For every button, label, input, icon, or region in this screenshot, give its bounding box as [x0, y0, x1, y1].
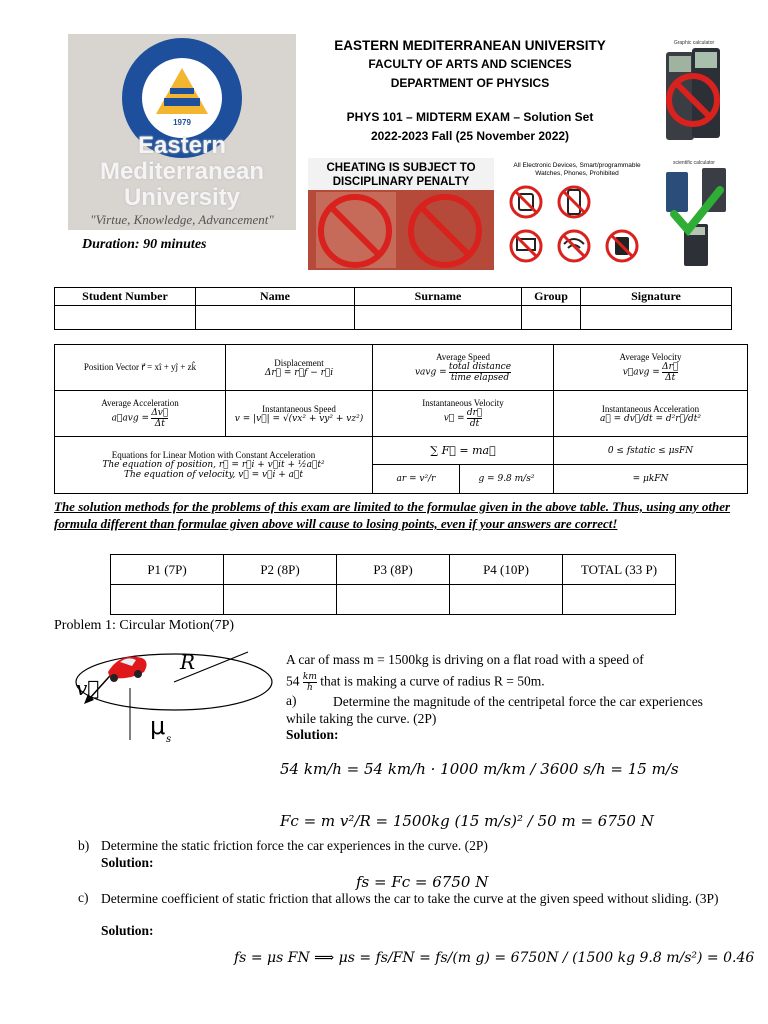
header-surname: Surname: [355, 288, 522, 306]
part-c-equation: fs = μs FN ⟹ μs = fs/FN = fs/(m g) = 6750N / (1500 kg 9.8 m/s²) = 0.46: [234, 950, 755, 966]
formula-constant-acceleration: Equations for Linear Motion with Constant Acceleration The equation of position, r⃗ = r⃗i + v⃗it + ½a⃗t² The equation of velocity, v⃗ = v⃗i + a⃗t: [55, 437, 373, 494]
score-p1-field[interactable]: [111, 585, 224, 615]
formula-displacement: Displacement Δr⃗ = r⃗f − r⃗i: [226, 345, 373, 391]
electronics-prohibited-panel: [502, 158, 652, 270]
part-a-label: a): [286, 693, 297, 708]
graphic-calculator-prohibited-icon: [662, 48, 724, 142]
header-name: Name: [196, 288, 355, 306]
score-header-p3: P3 (8P): [337, 555, 450, 585]
exam-title: PHYS 101 – MIDTERM EXAM – Solution Set: [346, 110, 594, 124]
electronics-notice: All Electronic Devices, Smart/programmable Watches, Phones, Prohibited: [513, 162, 641, 177]
formula-average-acceleration: Average Acceleration a⃗avg = $\frac{\Delta v⃗}{\Delta t}$: [55, 391, 226, 437]
group-field[interactable]: [522, 306, 581, 330]
no-watch-icon: [511, 187, 541, 217]
no-phone-small-icon: [559, 187, 589, 217]
formula-gravity: g = 9.8 m/s²: [478, 474, 535, 484]
figure-velocity-label: v⃗: [76, 676, 100, 700]
part-a-solution-label: Solution:: [286, 727, 339, 742]
no-device-icon: [607, 231, 637, 261]
score-header-p1: P1 (7P): [111, 555, 224, 585]
logo-line-2: Mediterranean: [99, 158, 265, 185]
exam-term: 2022-2023 Fall (25 November 2022): [370, 129, 570, 143]
formula-instantaneous-velocity: Instantaneous Velocity v⃗ = $\frac{dr⃗}{dt}$: [373, 391, 554, 437]
faculty-name: FACULTY OF ARTS AND SCIENCES: [368, 57, 572, 71]
name-field[interactable]: [196, 306, 355, 330]
figure-mu-label: μ: [150, 712, 166, 740]
score-p3-field[interactable]: [337, 585, 450, 615]
surname-field[interactable]: [355, 306, 522, 330]
header-group: Group: [522, 288, 581, 306]
department-name: DEPARTMENT OF PHYSICS: [390, 76, 550, 90]
part-a-equation-centripetal-force: Fc = m v²/R = 1500kg (15 m/s)² / 50 m = 6750 N: [280, 812, 654, 830]
exam-duration: Duration: 90 minutes: [82, 237, 207, 252]
part-b-equation: fs = Fc = 6750 N: [356, 873, 489, 891]
graphic-calculator-label: Graphic calculator: [673, 40, 715, 46]
no-laptop-icon: [511, 231, 541, 261]
formula-instantaneous-speed: Instantaneous Speed v = |v⃗| = √(vx² + vy² + vz²): [226, 391, 373, 437]
cheating-banner: [308, 158, 494, 270]
circular-motion-figure: [70, 644, 280, 750]
signature-field[interactable]: [581, 306, 732, 330]
part-b-solution-label: Solution:: [101, 855, 154, 870]
formula-position-vector: Position Vector r⃗ = xî + yĵ + zk̂: [55, 345, 226, 391]
part-c-solution-label: Solution:: [101, 923, 154, 938]
score-p4-field[interactable]: [450, 585, 563, 615]
score-p2-field[interactable]: [224, 585, 337, 615]
formula-average-velocity: Average Velocity v⃗avg = $\frac{\Delta r⃗}{\Delta t}$: [554, 345, 748, 391]
prohibited-devices-icons: [506, 184, 650, 268]
logo-motto: "Virtue, Knowledge, Advancement": [90, 212, 274, 227]
header-signature: Signature: [581, 288, 732, 306]
part-b-label: b): [78, 838, 90, 853]
problem1-title: Problem 1: Circular Motion(7P): [54, 618, 235, 633]
no-wifi-icon: [559, 231, 589, 261]
scientific-calculator-label: scientific calculator: [673, 160, 715, 166]
part-c-question: Determine coefficient of static friction that allows the car to take the curve at the given speed without sliding. (3P): [101, 891, 719, 906]
part-a-equation-speed-conversion: 54 km/h = 54 km/h · 1000 m/km / 3600 s/h = 15 m/s: [280, 760, 679, 778]
part-b-question: Determine the static friction force the car experiences in the curve. (2P): [101, 838, 488, 853]
university-name: EASTERN MEDITERRANEAN UNIVERSITY: [334, 38, 606, 53]
header-student-number: Student Number: [55, 288, 196, 306]
cheating-banner-text: CHEATING IS SUBJECT TO DISCIPLINARY PENALTY: [308, 158, 494, 190]
part-a-question: Determine the magnitude of the centripetal force the car experiences while taking the curve. (2P): [286, 694, 703, 726]
problem1-statement-line2: 54 $\frac{km}{h}$ that is making a curve of radius R = 50m.: [286, 672, 545, 693]
formula-instantaneous-acceleration: Instantaneous Acceleration a⃗ = dv⃗/dt = d²r⃗/dt²: [554, 391, 748, 437]
score-header-p4: P4 (10P): [450, 555, 563, 585]
logo-year: 1979: [173, 118, 191, 127]
score-table: [110, 554, 676, 615]
student-number-field[interactable]: [55, 306, 196, 330]
student-info-table: [54, 287, 732, 330]
formula-static-friction: 0 ≤ fstatic ≤ μsFN: [554, 437, 748, 465]
logo-line-1: Eastern: [137, 132, 227, 159]
logo-seal-inner: [142, 58, 222, 138]
formula-centripetal: ar = v²/r: [373, 465, 459, 493]
part-c-label: c): [78, 890, 89, 905]
score-header-total: TOTAL (33 P): [563, 555, 676, 585]
score-header-p2: P2 (8P): [224, 555, 337, 585]
formula-average-speed: Average Speed vavg = total distance time elapsed: [373, 345, 554, 391]
university-logo: [68, 34, 296, 230]
score-total-field[interactable]: [563, 585, 676, 615]
logo-line-3: University: [123, 184, 241, 211]
formula-kinetic-friction: = μkFN: [554, 465, 748, 494]
formula-table: [54, 344, 748, 494]
figure-radius-label: R: [180, 650, 196, 674]
scientific-calculator-allowed-icon: [664, 168, 728, 268]
problem1-statement: A car of mass m = 1500kg is driving on a flat road with a speed of: [286, 652, 644, 667]
figure-mu-subscript: s: [166, 734, 172, 745]
formula-warning: The solution methods for the problems of this exam are limited to the formulae given in the above table. Thus, using any other formula different than formulae given above will cause to losing points, even if your answers are correct!: [54, 499, 731, 531]
formula-newton-second-law: ∑ F⃗ = ma⃗: [373, 437, 554, 465]
